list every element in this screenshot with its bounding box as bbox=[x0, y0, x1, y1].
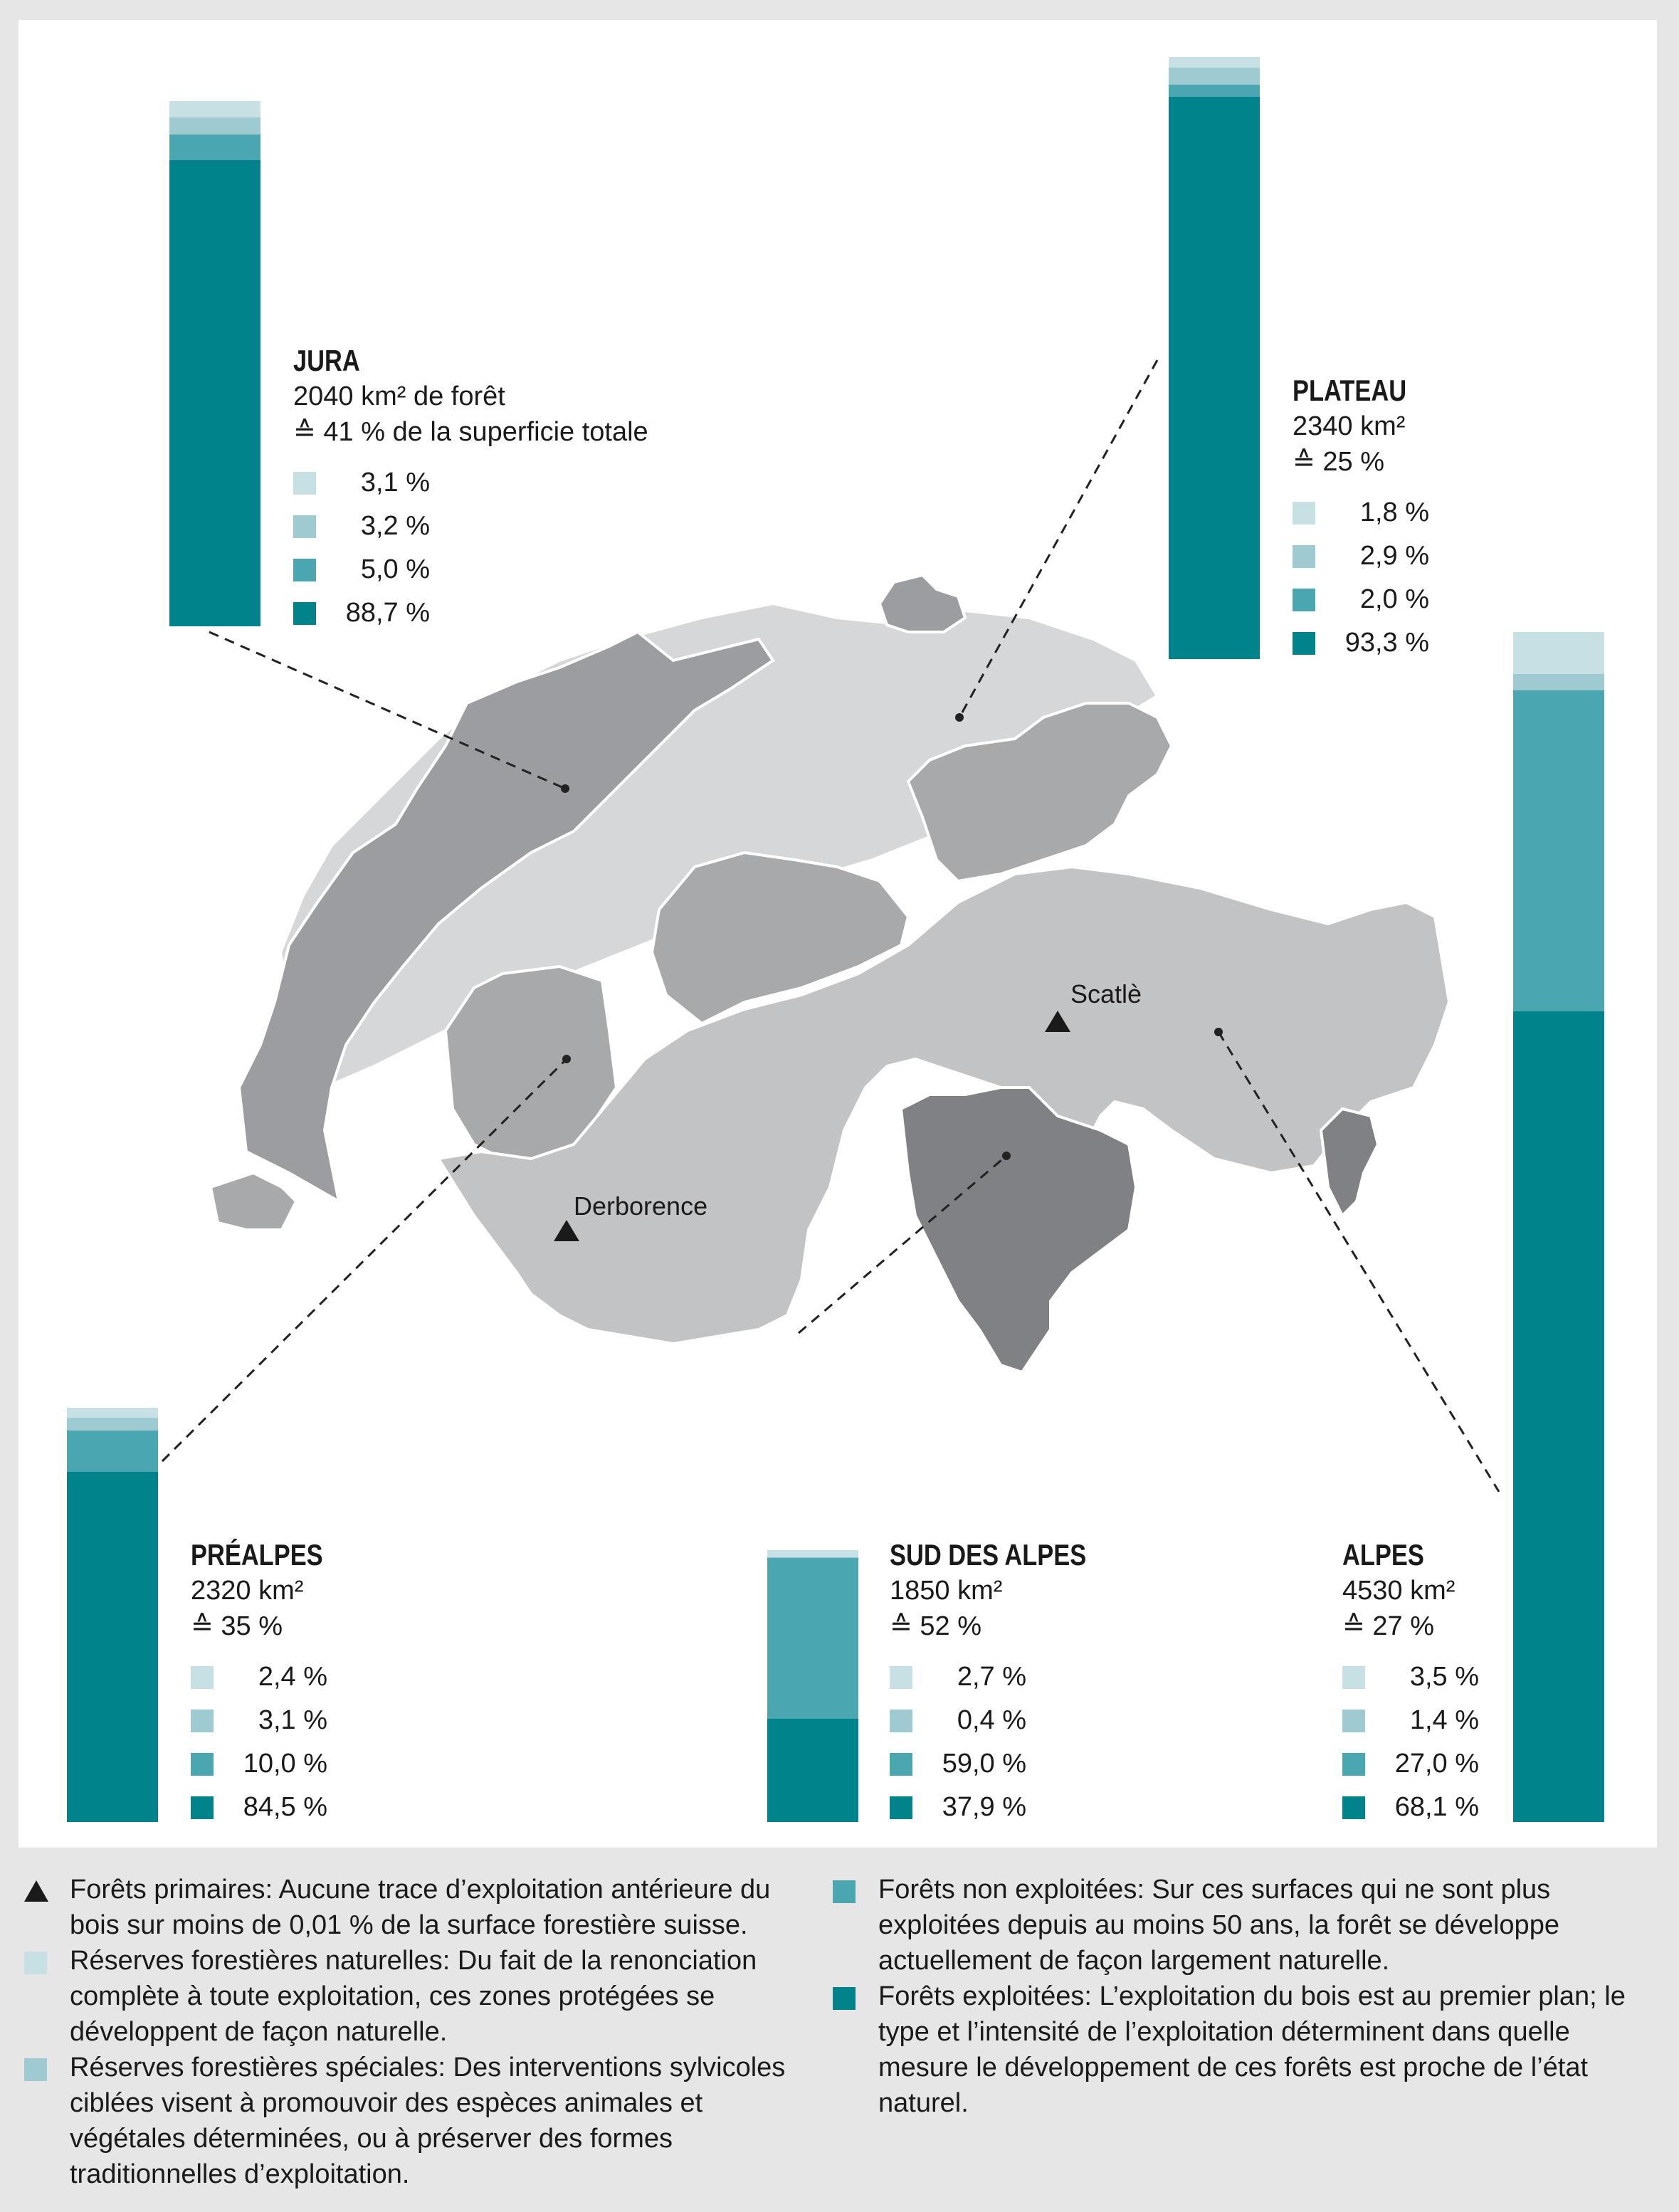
info-jura bbox=[293, 343, 648, 635]
value-label: 0,4 % bbox=[957, 1705, 1026, 1735]
dot-prealpes bbox=[562, 1055, 571, 1063]
value-label: 37,9 % bbox=[942, 1792, 1026, 1822]
region-title-plateau: PLATEAU bbox=[1293, 374, 1407, 407]
swatch-exploited bbox=[1293, 632, 1315, 655]
value-label: 10,0 % bbox=[243, 1749, 327, 1779]
region-values-sud-des-alpes bbox=[890, 1655, 1130, 1829]
legend-text-natural-reserves: Réserves forestières naturelles: Du fait de la renonciation complète à toute exploitation, ces zones protégées se développent de façon naturelle. bbox=[70, 1946, 757, 2047]
value-row-unexploited bbox=[191, 1742, 352, 1786]
bar-segment-exploited bbox=[1169, 97, 1260, 659]
swatch-natural-reserves bbox=[191, 1666, 214, 1689]
bar-segment-exploited bbox=[1513, 1011, 1604, 1822]
triangle-icon bbox=[24, 1880, 48, 1902]
region-values-alpes bbox=[1342, 1655, 1479, 1829]
swatch-exploited bbox=[293, 602, 316, 625]
region-geneva bbox=[211, 1173, 296, 1230]
region-values-prealpes bbox=[191, 1655, 352, 1829]
value-label: 84,5 % bbox=[243, 1792, 327, 1822]
value-label: 5,0 % bbox=[360, 554, 430, 584]
region-area-plateau: 2340 km² bbox=[1293, 411, 1406, 441]
value-label: 3,5 % bbox=[1409, 1662, 1479, 1692]
swatch-special-reserves bbox=[890, 1710, 912, 1732]
dot-jura bbox=[561, 784, 569, 793]
value-label: 3,2 % bbox=[360, 511, 430, 541]
swatch-unexploited bbox=[890, 1753, 912, 1776]
region-sud-des-alpes bbox=[901, 1087, 1136, 1372]
bar-sud-des-alpes bbox=[767, 1550, 858, 1822]
dot-sud bbox=[1002, 1152, 1011, 1160]
legend-item-special-reserves bbox=[24, 2050, 821, 2192]
value-row-unexploited bbox=[1342, 1742, 1479, 1786]
region-share-sud-des-alpes: ≙ 52 % bbox=[890, 1611, 982, 1641]
value-row-unexploited bbox=[890, 1742, 1130, 1786]
swatch-unexploited bbox=[1293, 589, 1315, 611]
swatch-exploited bbox=[890, 1796, 912, 1819]
bar-segment-exploited bbox=[169, 160, 260, 626]
region-area-sud-des-alpes: 1850 km² bbox=[890, 1576, 1003, 1606]
region-share-prealpes: ≙ 35 % bbox=[191, 1611, 283, 1641]
info-plateau bbox=[1293, 373, 1431, 665]
dot-alpes bbox=[1214, 1028, 1223, 1036]
value-label: 2,0 % bbox=[1359, 584, 1429, 614]
swatch-unexploited bbox=[833, 1880, 856, 1903]
legend-text-primary: Forêts primaires: Aucune trace d’exploitation antérieure du bois sur moins de 0,01 % de la surface forestière suisse. bbox=[70, 1875, 771, 1940]
value-label: 2,4 % bbox=[258, 1662, 327, 1692]
swatch-natural-reserves bbox=[1342, 1666, 1365, 1689]
info-sud-des-alpes bbox=[890, 1537, 1130, 1829]
value-label: 93,3 % bbox=[1344, 628, 1429, 658]
swatch-special-reserves bbox=[24, 2058, 47, 2081]
bar-segment-unexploited bbox=[767, 1558, 858, 1719]
value-row-natural-reserves bbox=[890, 1655, 1130, 1699]
value-row-unexploited bbox=[293, 548, 648, 591]
bar-alpes bbox=[1513, 632, 1604, 1822]
value-label: 68,1 % bbox=[1394, 1792, 1479, 1822]
region-area-jura: 2040 km² de forêt bbox=[293, 381, 505, 411]
swatch-special-reserves bbox=[1342, 1710, 1365, 1732]
region-jura-north bbox=[880, 575, 965, 632]
value-row-natural-reserves bbox=[293, 461, 648, 505]
value-label: 2,7 % bbox=[957, 1662, 1026, 1692]
swatch-unexploited bbox=[191, 1753, 214, 1776]
bar-segment-natural-reserves bbox=[767, 1550, 858, 1557]
bar-jura bbox=[169, 101, 260, 626]
value-label: 59,0 % bbox=[942, 1749, 1026, 1779]
value-row-special-reserves bbox=[890, 1699, 1130, 1742]
swatch-exploited bbox=[833, 1987, 856, 2010]
legend-column-left bbox=[24, 1872, 821, 2192]
value-label: 3,1 % bbox=[258, 1705, 327, 1735]
bar-segment-natural-reserves bbox=[67, 1408, 158, 1418]
chart-panel bbox=[19, 20, 1657, 1848]
legend-item-exploited bbox=[833, 1979, 1644, 2121]
legend-item-natural-reserves bbox=[24, 1943, 821, 2050]
value-row-natural-reserves bbox=[1342, 1655, 1479, 1699]
bar-plateau bbox=[1169, 57, 1260, 659]
region-title-jura: JURA bbox=[293, 344, 360, 377]
swatch-exploited bbox=[191, 1796, 214, 1819]
value-row-natural-reserves bbox=[1293, 491, 1431, 534]
value-row-special-reserves bbox=[1293, 534, 1431, 578]
bar-segment-special-reserves bbox=[1169, 68, 1260, 85]
legend-text-special-reserves: Réserves forestières spéciales: Des interventions sylvicoles ciblées visent à promouvoir des espèces animales et végétales déterminées, ou à préserver des formes traditionnelles d’exploitation. bbox=[70, 2053, 786, 2189]
swatch-unexploited bbox=[293, 559, 316, 581]
bar-segment-natural-reserves bbox=[1169, 57, 1260, 68]
bar-segment-unexploited bbox=[169, 135, 260, 161]
swatch-natural-reserves bbox=[293, 472, 316, 495]
bar-segment-unexploited bbox=[67, 1431, 158, 1472]
info-prealpes bbox=[191, 1537, 352, 1829]
bar-segment-unexploited bbox=[1513, 690, 1604, 1011]
swatch-natural-reserves bbox=[1293, 502, 1315, 525]
swatch-natural-reserves bbox=[890, 1666, 912, 1689]
legend-item-primary bbox=[24, 1872, 821, 1943]
value-row-special-reserves bbox=[1342, 1699, 1479, 1742]
swatch-special-reserves bbox=[191, 1710, 214, 1732]
region-title-prealpes: PRÉALPES bbox=[191, 1538, 323, 1571]
bar-segment-natural-reserves bbox=[1513, 632, 1604, 674]
label-derborence: Derborence bbox=[574, 1191, 708, 1221]
value-row-exploited bbox=[191, 1786, 352, 1829]
region-share-alpes: ≙ 27 % bbox=[1342, 1611, 1435, 1641]
bar-segment-natural-reserves bbox=[169, 101, 260, 117]
dot-plateau bbox=[955, 713, 964, 722]
bar-segment-special-reserves bbox=[169, 117, 260, 135]
swatch-special-reserves bbox=[1293, 545, 1315, 568]
value-row-exploited bbox=[890, 1786, 1130, 1829]
bar-segment-special-reserves bbox=[1513, 674, 1604, 690]
bar-segment-special-reserves bbox=[67, 1418, 158, 1431]
bar-segment-unexploited bbox=[1169, 85, 1260, 97]
legend-column-right bbox=[833, 1872, 1644, 2121]
region-title-alpes: ALPES bbox=[1342, 1538, 1424, 1571]
legend-item-unexploited bbox=[833, 1872, 1644, 1979]
region-area-alpes: 4530 km² bbox=[1342, 1576, 1456, 1606]
label-scatle: Scatlè bbox=[1070, 979, 1142, 1008]
value-row-natural-reserves bbox=[191, 1655, 352, 1699]
region-poschiavo bbox=[1321, 1109, 1378, 1216]
region-title-sud-des-alpes: SUD DES ALPES bbox=[890, 1538, 1087, 1571]
region-share-plateau: ≙ 25 % bbox=[1293, 447, 1385, 477]
legend-text-exploited: Forêts exploitées: L’exploitation du bois est au premier plan; le type et l’intensité de l’exploitation déterminent dans quelle mesure le développement de ces forêts est proche de l’état naturel. bbox=[878, 1981, 1626, 2118]
region-share-jura: ≙ 41 % de la superficie totale bbox=[293, 417, 648, 447]
value-row-unexploited bbox=[1293, 578, 1431, 621]
bar-segment-exploited bbox=[767, 1719, 858, 1822]
bar-prealpes bbox=[67, 1408, 158, 1822]
legend-text-unexploited: Forêts non exploitées: Sur ces surfaces qui ne sont plus exploitées depuis au moins 50 ans, la forêt se développe actuellement de façon largement naturelle. bbox=[878, 1875, 1559, 1976]
swatch-unexploited bbox=[1342, 1753, 1365, 1776]
region-values-plateau bbox=[1293, 491, 1431, 665]
value-label: 88,7 % bbox=[345, 598, 430, 628]
region-area-prealpes: 2320 km² bbox=[191, 1576, 304, 1606]
value-row-exploited bbox=[1342, 1786, 1479, 1829]
value-label: 3,1 % bbox=[360, 468, 430, 497]
value-label: 27,0 % bbox=[1394, 1749, 1479, 1779]
value-label: 2,9 % bbox=[1359, 541, 1429, 571]
value-row-exploited bbox=[1293, 621, 1431, 665]
bar-segment-exploited bbox=[67, 1472, 158, 1822]
value-label: 1,4 % bbox=[1409, 1705, 1479, 1735]
swatch-exploited bbox=[1342, 1796, 1365, 1819]
swatch-special-reserves bbox=[293, 515, 316, 538]
swatch-natural-reserves bbox=[24, 1952, 47, 1974]
region-values-jura bbox=[293, 461, 648, 635]
value-row-exploited bbox=[293, 591, 648, 635]
value-label: 1,8 % bbox=[1359, 497, 1429, 527]
info-alpes bbox=[1342, 1537, 1479, 1829]
value-row-special-reserves bbox=[293, 505, 648, 548]
value-row-special-reserves bbox=[191, 1699, 352, 1742]
